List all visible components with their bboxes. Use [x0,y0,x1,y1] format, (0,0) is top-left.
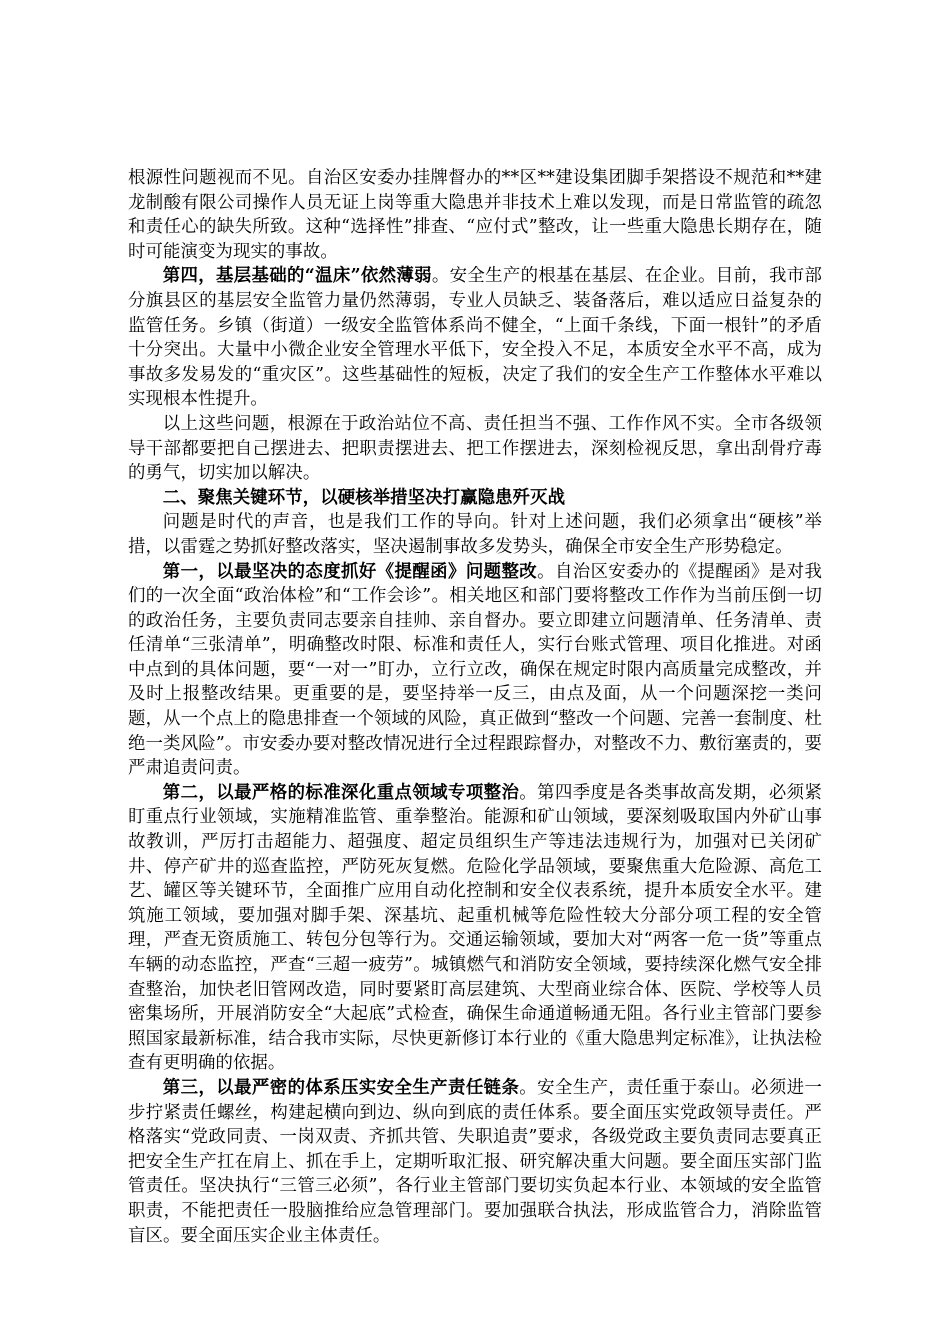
paragraph-second-measure [128,781,822,1076]
document-page [128,166,822,1248]
paragraph-lead-fourth: 第四，基层基础的“温床”依然薄弱 [162,266,432,287]
paragraph-body-second: 。第四季度是各类事故高发期，必须紧盯重点行业领域，实施精准监管、重拳整治。能源和矿山领域，要深刻吸取国内外矿山事故教训，严厉打击超能力、超强度、超定员组织生产等违法违规行为，加强对已关闭矿井、停产矿井的巡查监控，严防死灰复燃。危险化学品领域，要聚焦重大危险源、高危工艺、罐区等关键环节，全面推广应用自动化控制和安全仪表系统，提升本质安全水平。建筑施工领域，要加强对脚手架、深基坑、起重机械等危险性较大分部分项工程的安全管理，严查无资质施工、转包分包等行为。交通运输领域，要加大对“两客一危一货”等重点车辆的动态监控，严查“三超一疲劳”。城镇燃气和消防安全领域，要持续深化燃气安全排查整治，加快老旧管网改造，同时要紧盯高层建筑、大型商业综合体、医院、学校等人员密集场所，开展消防安全“大起底”式检查，确保生命通道畅通无阻。各行业主管部门要参照国家最新标准，结合我市实际，尽快更新修订本行业的《重大隐患判定标准》，让执法检查有更明确的依据。 [128,782,822,1074]
paragraph-intro: 问题是时代的声音，也是我们工作的导向。针对上述问题，我们必须拿出“硬核”举措，以雷霆之势抓好整改落实，坚决遏制事故多发势头，确保全市安全生产形势稳定。 [128,512,822,557]
paragraph-body-fourth: 。安全生产的根基在基层、在企业。目前，我市部分旗县区的基层安全监管力量仍然薄弱，专业人员缺乏、装备落后，难以适应日益复杂的监管任务。乡镇（街道）一级安全监管体系尚不健全，“上面千条线，下面一根针”的矛盾十分突出。大量中小微企业安全管理水平低下，安全投入不足，本质安全水平不高，成为事故多发易发的“重灾区”。这些基础性的短板，决定了我们的安全生产工作整体水平难以实现根本性提升。 [128,266,823,410]
paragraph-continuation: 根源性问题视而不见。自治区安委办挂牌督办的**区**建设集团脚手架搭设不规范和**建龙制酸有限公司操作人员无证上岗等重大隐患并非技术上难以发现，而是日常监管的疏忽和责任心的缺失所致。这种“选择性”排查、“应付式”整改，让一些重大隐患长期存在，随时可能演变为现实的事故。 [128,168,822,262]
paragraph-lead-first: 第一，以最坚决的态度抓好《提醒函》问题整改 [162,561,538,582]
paragraph-fourth-point [128,264,822,412]
paragraph-third-measure [128,1076,822,1248]
paragraph-lead-third: 第三，以最严密的体系压实安全生产责任链条 [162,1077,520,1098]
paragraph-lead-second: 第二，以最严格的标准深化重点领域专项整治 [162,782,520,803]
paragraph-first-measure [128,560,822,781]
section-heading-2: 二、聚焦关键环节，以硬核举措坚决打赢隐患歼灭战 [162,487,566,508]
paragraph-body-first: 。自治区安委办的《提醒函》是对我们的一次全面“政治体检”和“工作会诊”。相关地区和部门要将整改工作作为当前压倒一切的政治任务，主要负责同志要亲自挂帅、亲自督办。要立即建立问题清单、任务清单、责任清单“三张清单”，明确整改时限、标准和责任人，实行台账式管理、项目化推进。对函中点到的具体问题，要“一对一”盯办，立行立改，确保在规定时限内高质量完成整改，并及时上报整改结果。更重要的是，要坚持举一反三，由点及面，从一个问题深挖一类问题，从一个点上的隐患排查一个领域的风险，真正做到“整改一个问题、完善一套制度、杜绝一类风险”。市安委办要对整改情况进行全过程跟踪督办，对整改不力、敷衍塞责的，要严肃追责问责。 [128,561,822,779]
paragraph-summary: 以上这些问题，根源在于政治站位不高、责任担当不强、工作作风不实。全市各级领导干部都要把自己摆进去、把职责摆进去、把工作摆进去，深刻检视反思，拿出刮骨疗毒的勇气，切实加以解决。 [128,413,822,484]
paragraph-body-third: 。安全生产，责任重于泰山。必须进一步拧紧责任螺丝，构建起横向到边、纵向到底的责任体系。要全面压实党政领导责任。严格落实“党政同责、一岗双责、齐抓共管、失职追责”要求，各级党政主要负责同志要真正把安全生产扛在肩上、抓在手上，定期听取汇报、研究解决重大问题。要全面压实部门监管责任。坚决执行“三管三必须”，各行业主管部门要切实负起本行业、本领域的安全监管职责，不能把责任一股脑推给应急管理部门。要加强联合执法，形成监管合力，消除监管盲区。要全面压实企业主体责任。 [128,1077,822,1246]
